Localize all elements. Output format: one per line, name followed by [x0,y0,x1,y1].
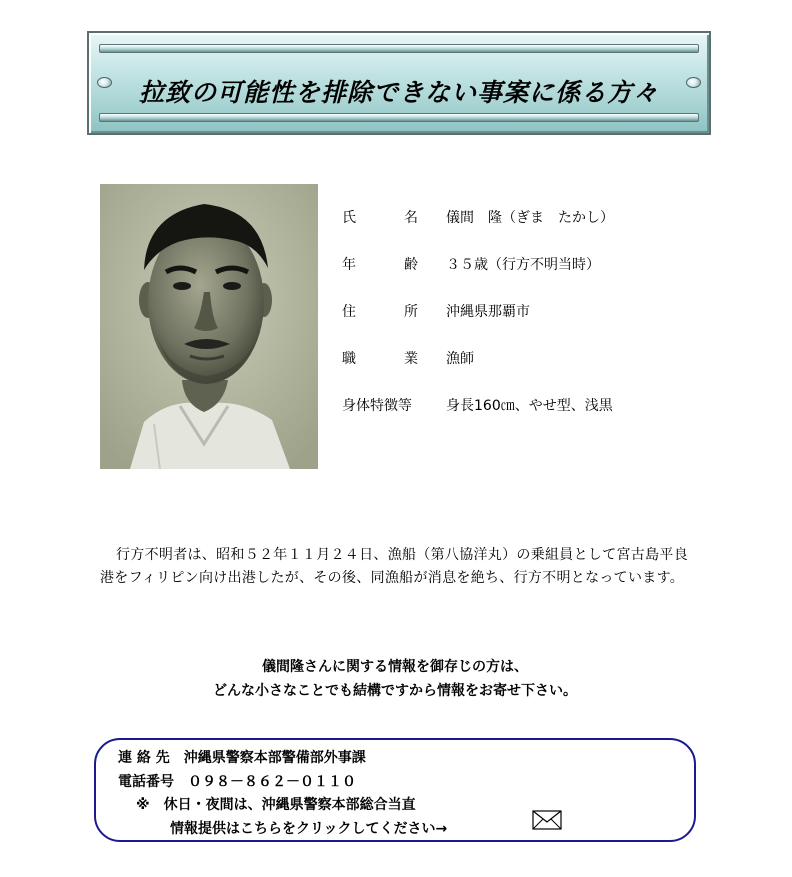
envelope-icon[interactable] [532,810,562,830]
appeal-line-1: 儀間隆さんに関する情報を御存じの方は、 [262,659,528,675]
label-char: 氏 [342,210,356,226]
contact-click-text: 情報提供はこちらをクリックしてください→ [170,821,448,837]
info-label-name [342,207,426,227]
info-label-occupation [342,348,426,368]
contact-office: 連 絡 先 沖縄県警察本部警備部外事課 [118,750,366,766]
banner-rail-top [99,44,699,53]
banner-rivet-right-icon [686,77,701,88]
info-value-occupation: 漁師 [446,351,474,367]
info-value-address: 沖縄県那覇市 [446,304,530,320]
label-char: 名 [404,210,418,226]
case-description: 行方不明者は、昭和５２年１１月２４日、漁船（第八協洋丸）の乗組員として宮古島平良港をフィリピン向け出港したが、その後、同漁船が消息を絶ち、行方不明となっています。 [100,547,688,586]
info-label-age [342,254,426,274]
info-label-address [342,301,426,321]
label-char: 齢 [404,257,418,273]
info-value-physical: 身長160㎝、やせ型、浅黒 [446,398,613,414]
label-char: 職 [342,351,356,367]
appeal-line-2: どんな小さなことでも結構ですから情報をお寄せ下さい。 [213,683,577,699]
info-value-age: ３５歳（行方不明当時） [446,257,600,273]
contact-night-note: ※ 休日・夜間は、沖縄県警察本部総合当直 [136,797,416,813]
info-label-physical: 身体特徴等 [342,398,412,414]
contact-phone: 電話番号 ０９８－８６２－０１１０ [118,774,356,790]
label-char: 所 [404,304,418,320]
portrait-photo [100,184,318,469]
info-value-name: 儀間 隆（ぎま たかし） [446,210,614,226]
label-char: 業 [404,351,418,367]
label-char: 住 [342,304,356,320]
banner-rail-bottom [99,113,699,122]
appeal-message [100,655,690,703]
page-title: 拉致の可能性を排除できない事案に係る方々 [138,78,659,107]
contact-box [94,738,696,842]
title-banner [87,31,711,135]
label-char: 年 [342,257,356,273]
